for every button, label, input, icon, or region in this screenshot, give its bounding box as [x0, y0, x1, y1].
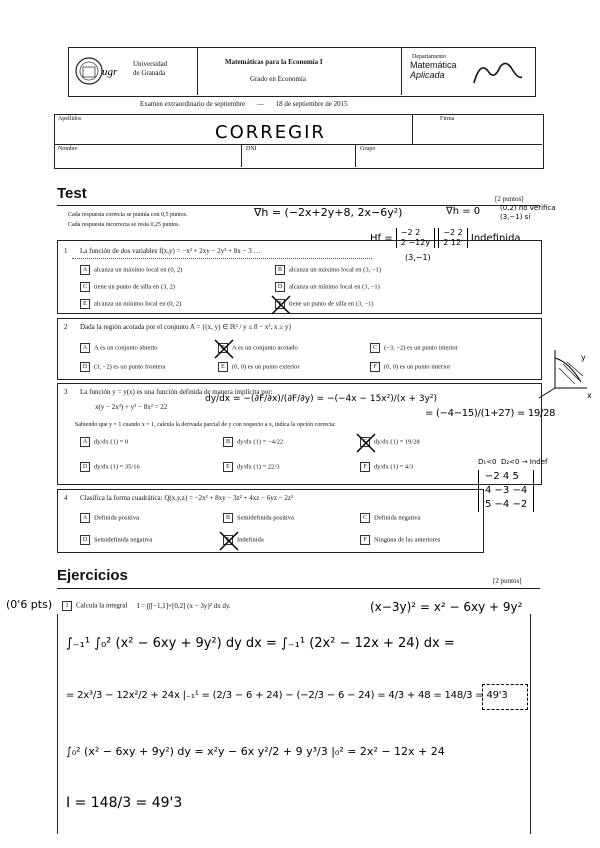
q2-text: Dada la región acotada por el conjunto A = {(x, y) ∈ ℝ² / y ≤ 8 − x², x ≥ y}	[80, 323, 292, 331]
test-points: [2 puntos]	[495, 195, 524, 203]
dept-name: Matemática Aplicada	[410, 60, 457, 80]
hw-implicit-value: = (−4−15)/(1+27) = 19/28	[425, 408, 556, 419]
q4-number: 4	[64, 494, 68, 502]
svg-text:ugr: ugr	[102, 66, 118, 78]
q1-option-d[interactable]: D alcanza un mínimo local en (3, −1)	[275, 282, 380, 292]
svg-text:y: y	[581, 353, 586, 362]
hw-result-box	[482, 684, 528, 710]
apellidos-label: Apellidos	[58, 116, 82, 122]
q3-option-a[interactable]: A dy/dx (1) = 0	[80, 437, 128, 447]
degree-title: Grado en Economía	[250, 75, 306, 83]
dni-label: DNI	[246, 146, 257, 152]
q2-option-b[interactable]: A es un conjunto acotado	[218, 343, 298, 353]
test-instruction-1: Cada respuesta correcta se puntúa con 0,5 puntos.	[68, 212, 188, 218]
q4-option-e[interactable]: Indefinida	[223, 535, 264, 545]
hw-3d-sketch	[535, 340, 595, 405]
q2-option-d[interactable]: D (3, −2) es un punto frontera	[80, 362, 166, 372]
q3-option-f[interactable]: F dy/dx (1) = 4/3	[360, 462, 413, 472]
q3-option-b[interactable]: B dy/dx (1) = −4/22	[223, 437, 283, 447]
q4-option-b[interactable]: B Semidefinida positiva	[223, 513, 294, 523]
q4-option-f[interactable]: F Ninguna de las anteriores	[360, 535, 440, 545]
firma-label: Firma	[440, 116, 455, 122]
q3-text-2: Sabiendo que y = 1 cuando x = 1, calcula la derivada parcial de y con respecto a x, indica la opción correcta:	[75, 422, 336, 428]
course-title: Matemáticas para la Economía I	[225, 58, 323, 66]
exercise-1-prompt: 1 Calcula la integral I = ∫∫[−1,1]×[0,2] (x − 3y)² dx dy.	[62, 601, 231, 611]
hw-hessian-point: (3,−1)	[405, 253, 431, 262]
q3-option-e[interactable]: E dy/dx (1) = 22/3	[223, 462, 279, 472]
hw-integral-line-1: ∫₋₁¹ ∫₀² (x² − 6xy + 9y²) dy dx = ∫₋₁¹ (2x² − 12x + 24) dx =	[66, 636, 455, 651]
dept-logo	[470, 57, 526, 92]
q1-text: La función de dos variables f(x,y) = −x² + 2xy − 2y³ + 8x − 3 …	[80, 247, 261, 255]
hw-verification: (0,2) no verifica (3,−1) sí	[500, 204, 556, 221]
ugr-logo	[75, 55, 118, 92]
hw-hessian: Hf = −2 2 2 −12y −2 2 2 12 Indefinida	[370, 228, 521, 247]
q3-number: 3	[64, 388, 68, 396]
dept-small: Departamento	[412, 54, 446, 60]
q3-option-d[interactable]: D dy/dx (1) = 35/16	[80, 462, 140, 472]
hw-integral-line-2: = 2x³/3 − 12x²/2 + 24x |₋₁¹ = (2/3 − 6 + 24) − (−2/3 − 6 − 24) = 4/3 + 48 = 148/3 = 49'3	[66, 690, 508, 701]
q2-number: 2	[64, 323, 68, 331]
q1-number: 1	[64, 247, 68, 255]
hw-score: (0'6 pts)	[6, 598, 53, 611]
hw-matrix: −2 4 5 4 −3 −4 5 −4 −2	[478, 470, 534, 512]
hw-implicit-derivative: dy/dx = −(∂F/∂x)/(∂F/∂y) = −(−4x − 15x²)/(x + 3y²)	[205, 394, 438, 404]
q1-option-a[interactable]: A alcanza un máximo local en (0, 2)	[80, 265, 182, 275]
hw-integral-line-3: ∫₀² (x² − 6xy + 9y²) dy = x²y − 6x y²/2 + 9 y³/3 |₀² = 2x² − 12x + 24	[66, 745, 445, 758]
q2-option-f[interactable]: F (0, 0) es un punto interior	[370, 362, 450, 372]
q3-option-c[interactable]: dy/dx (1) = 19/28	[360, 437, 420, 447]
q3-equation: x(y − 2x³) + y³ − 8x² = 22	[95, 403, 168, 411]
test-title: Test	[57, 185, 87, 202]
q2-option-a[interactable]: A A es un conjunto abierto	[80, 343, 158, 353]
test-instruction-2: Cada respuesta incorrecta se resta 0,25 puntos.	[68, 222, 180, 228]
hw-integral-line-4: I = 148/3 = 49'3	[66, 795, 183, 811]
grupo-label: Grupo	[360, 146, 376, 152]
q1-option-f[interactable]: tiene un punto de silla en (3, −1)	[275, 299, 374, 309]
exam-line: Examen extraordinario de septiembre — 18 de septiembre de 2015	[140, 100, 348, 108]
q2-option-c[interactable]: C (−3, −2) es un punto interior	[370, 343, 458, 353]
q4-option-c[interactable]: C Definida negativa	[360, 513, 420, 523]
q4-option-a[interactable]: A Definida positiva	[80, 513, 139, 523]
q1-option-c[interactable]: C tiene un punto de silla en (3, 2)	[80, 282, 175, 292]
q1-option-b[interactable]: B alcanza un máximo local en (3, −1)	[275, 265, 381, 275]
hw-expansion: (x−3y)² = x² − 6xy + 9y²	[370, 600, 523, 614]
university-name: Universidad de Granada	[133, 60, 168, 77]
q1-option-e[interactable]: E alcanza un mínimo local en (0, 2)	[80, 299, 181, 309]
nombre-label: Nombre	[58, 146, 78, 152]
q4-option-d[interactable]: D Semidefinida negativa	[80, 535, 152, 545]
handwritten-name: CORREGIR	[215, 122, 326, 143]
ejercicios-title: Ejercicios	[57, 567, 128, 584]
hw-gradient-zero: ∇h = 0	[446, 206, 481, 217]
hw-gradient: ∇h = (−2x+2y+8, 2x−6y²)	[254, 206, 403, 219]
q3-text: La función y = y(x) es una función definida de manera implícita por:	[80, 388, 273, 396]
hw-minors: D₁<0 D₂<0 → Indef	[478, 458, 548, 466]
svg-text:x: x	[587, 391, 592, 400]
ejercicios-points: [2 puntos]	[493, 577, 522, 585]
q4-text: Clasifica la forma cuadrática: Q(x,y,z) = −2x² + 8xy − 3z² + 4xz − 6yz − 2z²	[80, 494, 294, 502]
q2-option-e[interactable]: E (0, 0) es un punto exterior	[218, 362, 300, 372]
